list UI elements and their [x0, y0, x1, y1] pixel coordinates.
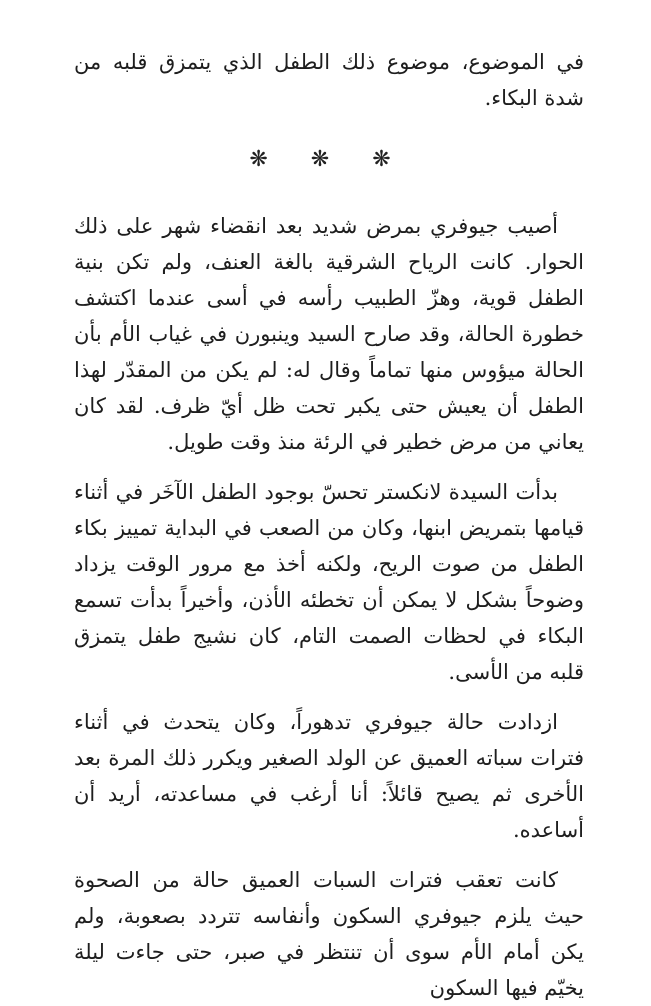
opening-paragraph: في الموضوع، موضوع ذلك الطفل الذي يتمزق قلبه من شدة البكاء. — [74, 50, 584, 110]
section-separator: ❋ ❋ ❋ — [249, 147, 409, 172]
paragraph-1: أصيب جيوفري بمرض شديد بعد انقضاء شهر على ذلك الحوار. كانت الرياح الشرقية بالغة العنف، ولم تكن بنية الطفل قوية، وهزّ الطبيب رأسه في أسى عندما اكتشف خطورة الحالة، وقد صارح السيد وينبورن في غياب الأم بأن الحالة ميؤوس منها تماماً وقال له: لم يكن من المقدّر لهذا الطفل أن يعيش حتى يكبر تحت ظل أيّ ظرف. لقد كان يعاني من مرض خطير في الرئة منذ وقت طويل. — [74, 214, 584, 454]
paragraph-2: بدأت السيدة لانكستر تحسّ بوجود الطفل الآخَر في أثناء قيامها بتمريض ابنها، وكان من الصعب في البداية تمييز بكاء الطفل من صوت الريح، ولكنه أخذ مع مرور الوقت يزداد وضوحاً بشكل لا يمكن أن تخطئه الأذن، وأخيراً بدأت تسمع البكاء في لحظات الصمت التام، كان نشيج طفل يتمزق قلبه من الأسى. — [74, 480, 584, 684]
document-page — [74, 44, 584, 1006]
paragraph-3: ازدادت حالة جيوفري تدهوراً، وكان يتحدث في أثناء فترات سباته العميق عن الولد الصغير ويكرر ذلك المرة بعد الأخرى ثم يصيح قائلاً: أنا أرغب في مساعدته، أريد أن أساعده. — [74, 710, 584, 842]
paragraph-4: كانت تعقب فترات السبات العميق حالة من الصحوة حيث يلزم جيوفري السكون وأنفاسه تتردد بصعوبة، ولم يكن أمام الأم سوى أن تنتظر في صبر، حتى جاءت ليلة يخيّم فيها السكون — [74, 868, 584, 1000]
